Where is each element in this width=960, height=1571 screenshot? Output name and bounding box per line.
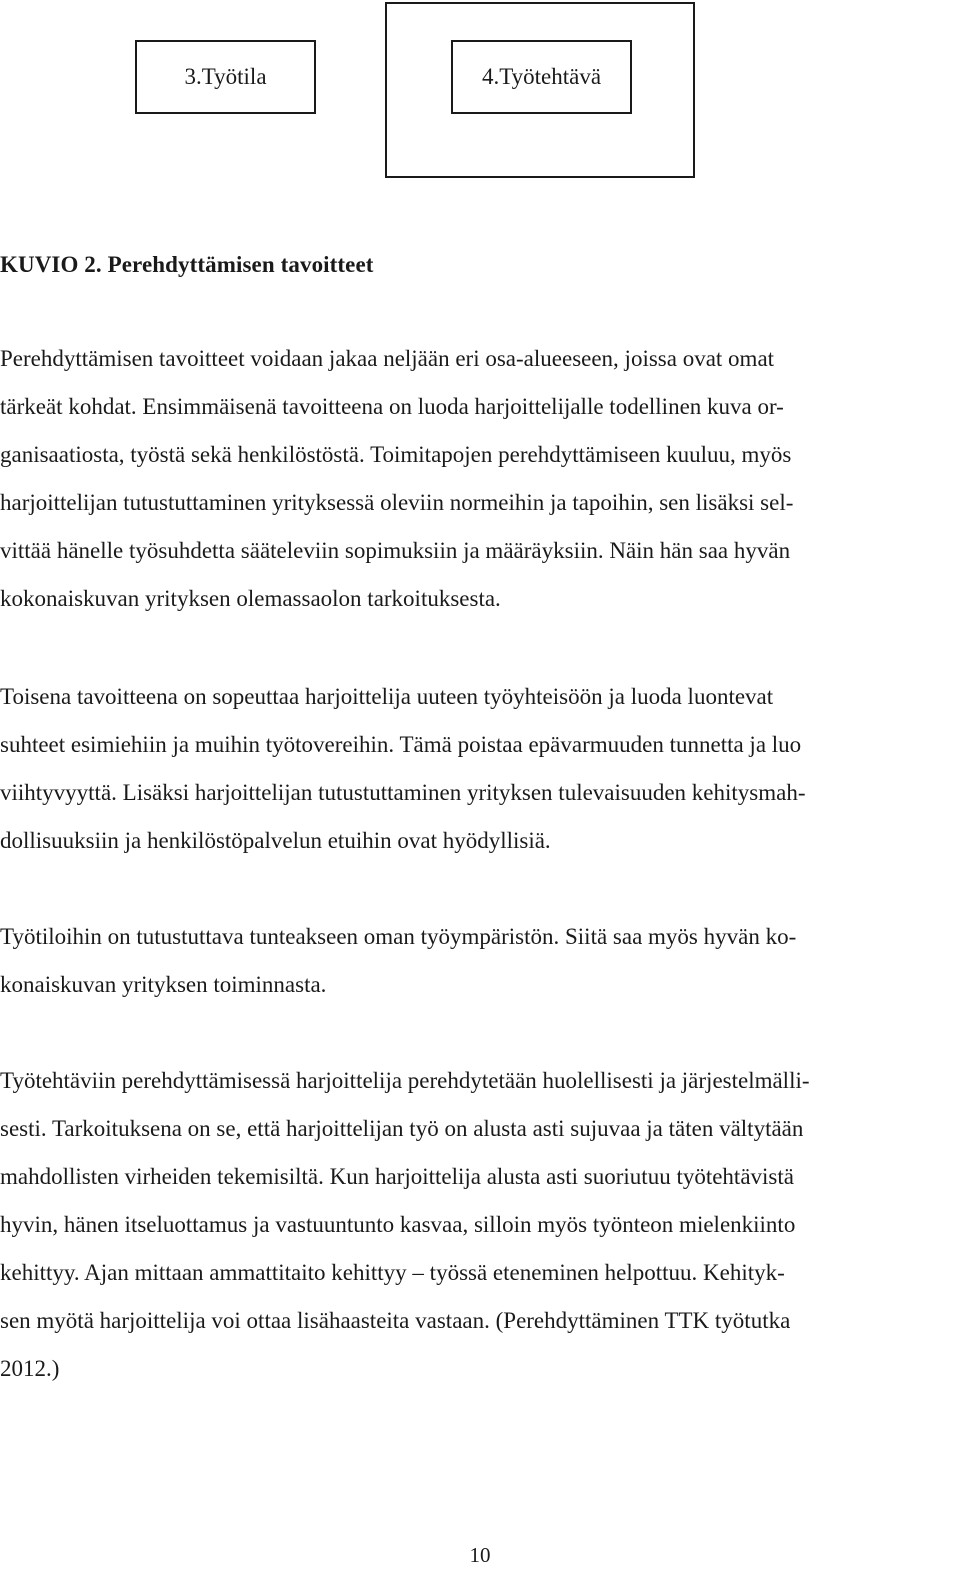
diagram-box-tyotila [135, 40, 316, 114]
paragraph-line: sesti. Tarkoituksena on se, että harjoittelijan työ on alusta asti sujuvaa ja täten vältytään [0, 1116, 804, 1141]
paragraph-2 [0, 673, 956, 865]
paragraph-line: kehittyy. Ajan mittaan ammattitaito kehittyy – työssä eteneminen helpottuu. Kehityk- [0, 1260, 785, 1285]
diagram-box-tyotehtava [451, 40, 632, 114]
paragraph-line: dollisuuksiin ja henkilöstöpalvelun etuihin ovat hyödyllisiä. [0, 828, 551, 853]
paragraph-3 [0, 913, 956, 1009]
paragraph-line: 2012.) [0, 1356, 60, 1381]
figure-caption: KUVIO 2. Perehdyttämisen tavoitteet [0, 252, 374, 277]
paragraph-line: konaiskuvan yrityksen toiminnasta. [0, 972, 327, 997]
paragraph-line: mahdollisten virheiden tekemisiltä. Kun harjoittelija alusta asti suoriutuu työtehtävistä [0, 1164, 794, 1189]
paragraph-line: Toisena tavoitteena on sopeuttaa harjoittelija uuteen työyhteisöön ja luoda luontevat [0, 684, 774, 709]
page-number: 10 [469, 1543, 491, 1567]
paragraph-line: viihtyvyyttä. Lisäksi harjoittelijan tutustuttaminen yrityksen tulevaisuuden kehitysmah- [0, 780, 806, 805]
paragraph-line: suhteet esimiehiin ja muihin työtovereihin. Tämä poistaa epävarmuuden tunnetta ja luo [0, 732, 802, 757]
diagram-box-tyotehtava-label: 4.Työtehtävä [481, 64, 602, 89]
paragraph-line: hyvin, hänen itseluottamus ja vastuuntunto kasvaa, silloin myös työnteon mielenkiinto [0, 1212, 796, 1237]
diagram-box-tyotila-label: 3.Työtila [184, 64, 267, 89]
paragraph-line: sen myötä harjoittelija voi ottaa lisähaasteita vastaan. (Perehdyttäminen TTK työtutka [0, 1308, 791, 1333]
paragraph-line: Työtehtäviin perehdyttämisessä harjoittelija perehdytetään huolellisesti ja järjestelmälli- [0, 1068, 810, 1093]
paragraph-line: ganisaatiosta, työstä sekä henkilöstöstä. Toimitapojen perehdyttämiseen kuuluu, myös [0, 442, 792, 467]
paragraph-1 [0, 335, 956, 623]
paragraph-4 [0, 1057, 956, 1393]
paragraph-line: harjoittelijan tutustuttaminen yrityksessä oleviin normeihin ja tapoihin, sen lisäksi sel- [0, 490, 794, 515]
paragraph-line: kokonaiskuvan yrityksen olemassaolon tarkoituksesta. [0, 586, 501, 611]
paragraph-line: Perehdyttämisen tavoitteet voidaan jakaa neljään eri osa-alueeseen, joissa ovat omat [0, 346, 775, 371]
paragraph-line: vittää hänelle työsuhdetta sääteleviin sopimuksiin ja määräyksiin. Näin hän saa hyvän [0, 538, 791, 563]
paragraph-line: Työtiloihin on tutustuttava tunteakseen oman työympäristön. Siitä saa myös hyvän ko- [0, 924, 797, 949]
paragraph-line: tärkeät kohdat. Ensimmäisenä tavoitteena on luoda harjoittelijalle todellinen kuva or- [0, 394, 784, 419]
